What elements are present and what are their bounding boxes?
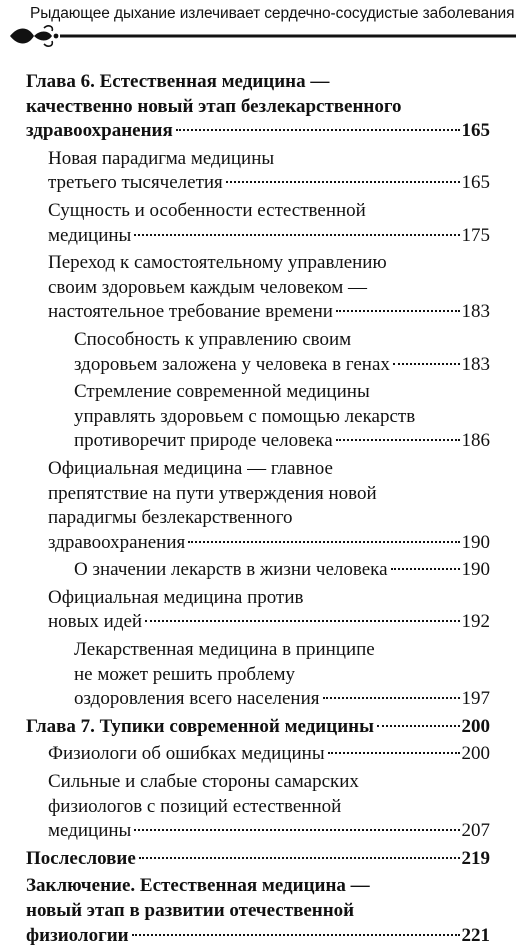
toc-entry-title-line: Сущность и особенности естественной [48,199,366,221]
toc-page-number: 190 [461,559,490,581]
toc-entry-title-line: препятствие на пути утверждения новой [48,482,377,504]
toc-entry-last-line [48,819,490,844]
toc-entry-title-line: Послесловие [26,847,136,869]
dot-leader [323,697,460,699]
toc-page-number: 175 [461,224,490,246]
toc-entry[interactable] [26,638,490,712]
toc-page-number: 183 [461,353,490,375]
toc-entry-title-line: Переход к самостоятельному управлению [48,252,387,274]
toc-entry-last-line [48,742,490,767]
page-header [0,0,520,52]
toc-entry-title-line: Глава 6. Естественная медицина — [26,71,330,92]
toc-entry[interactable] [26,457,490,555]
toc-page-number: 219 [461,847,490,869]
dot-leader [336,439,460,441]
toc-entry-title-line: оздоровления всего населения [74,688,320,710]
dot-leader [393,363,460,365]
table-of-contents [26,70,490,951]
toc-page-number: 221 [461,924,490,946]
toc-page-number: 200 [461,715,490,737]
toc-entry-last-line [26,847,490,872]
dot-leader [176,129,460,131]
toc-entry-title-line: Глава 7. Тупики современной медицины [26,715,374,737]
toc-entry[interactable] [26,715,490,740]
toc-page-number: 190 [461,531,490,553]
toc-entry-title-line: новых идей [48,611,143,633]
toc-entry-last-line [74,558,490,583]
toc-entry-title-line: третьего тысячелетия [48,172,223,194]
toc-entry[interactable] [26,874,490,948]
toc-entry-title-line: новый этап в развитии отечественной [26,900,355,921]
dot-leader [336,310,460,312]
toc-entry-title-line: не может решить проблему [74,663,296,685]
toc-entry-title-line: Лекарственная медицина в принципе [74,639,375,661]
toc-entry-title-line: медицины [48,820,132,842]
toc-entry-title-line: Сильные и слабые стороны самарских [48,771,359,793]
dot-leader [188,541,459,543]
dot-leader [134,829,459,831]
toc-entry-last-line [74,687,490,712]
dot-leader [226,181,460,183]
dot-leader [134,234,459,236]
toc-entry-last-line [48,610,490,635]
toc-entry-last-line [48,224,490,249]
dot-leader [377,725,460,727]
running-head-title: Рыдающее дыхание излечивает сердечно-сосудистые заболевания [30,5,515,22]
toc-page-number: 207 [461,820,490,842]
toc-entry-title-line: Официальная медицина против [48,586,304,608]
toc-page-number: 183 [461,301,490,323]
toc-entry-last-line [26,119,490,144]
dot-leader [132,934,460,936]
toc-page-number: 192 [461,611,490,633]
toc-entry-title-line: О значении лекарств в жизни человека [74,559,388,581]
toc-entry-last-line [26,715,490,740]
toc-entry-title-line: парадигмы безлекарственного [48,507,293,529]
toc-entry-title-line: Физиологи об ошибках медицины [48,743,325,765]
toc-entry[interactable] [26,770,490,844]
toc-entry-last-line [48,531,490,556]
toc-entry-title-line: Стремление современной медицины [74,381,370,403]
toc-entry-title-line: Заключение. Естественная медицина — [26,875,370,897]
toc-entry-title-line: здравоохранения [48,531,186,553]
toc-entry-title-line: своим здоровьем каждым человеком — [48,276,368,298]
toc-entry[interactable] [26,742,490,767]
toc-entry-title-line: Новая парадигма медицины [48,147,275,169]
toc-entry-title-line: настоятельное требование времени [48,301,333,323]
toc-entry-title-line: управлять здоровьем с помощью лекарств [74,405,416,427]
dot-leader [145,620,459,622]
toc-entry-title-line: качественно новый этап безлекарственного [26,95,402,117]
toc-entry[interactable] [26,847,490,872]
toc-entry-title-line: физиологии [26,924,129,946]
dot-leader [328,752,460,754]
toc-entry-title-line: Способность к управлению своим [74,328,352,350]
toc-entry-last-line [26,924,490,949]
toc-entry[interactable] [26,586,490,635]
toc-page-number: 197 [461,688,490,710]
toc-entry[interactable] [26,251,490,325]
toc-page-number: 165 [461,172,490,194]
toc-entry-last-line [74,353,490,378]
toc-entry[interactable] [26,70,490,144]
toc-page-number: 186 [461,430,490,452]
toc-entry-title-line: здоровьем заложена у человека в генах [74,353,390,375]
toc-entry[interactable] [26,147,490,196]
toc-entry-title-line: физиологов с позиций естественной [48,795,342,817]
dot-leader [139,857,460,859]
toc-entry-last-line [48,171,490,196]
toc-entry[interactable] [26,380,490,454]
toc-entry-last-line [48,300,490,325]
toc-entry[interactable] [26,558,490,583]
toc-entry-title-line: Официальная медицина — главное [48,457,333,479]
toc-entry-last-line [74,429,490,454]
toc-entry[interactable] [26,199,490,248]
dot-leader [391,568,460,570]
toc-entry-title-line: противоречит природе человека [74,430,333,452]
ornament-divider-icon [4,22,520,52]
toc-page-number: 165 [461,120,490,142]
toc-entry-title-line: медицины [48,224,132,246]
toc-page-number: 200 [461,743,490,765]
toc-entry[interactable] [26,328,490,377]
toc-entry-title-line: здравоохранения [26,120,173,142]
